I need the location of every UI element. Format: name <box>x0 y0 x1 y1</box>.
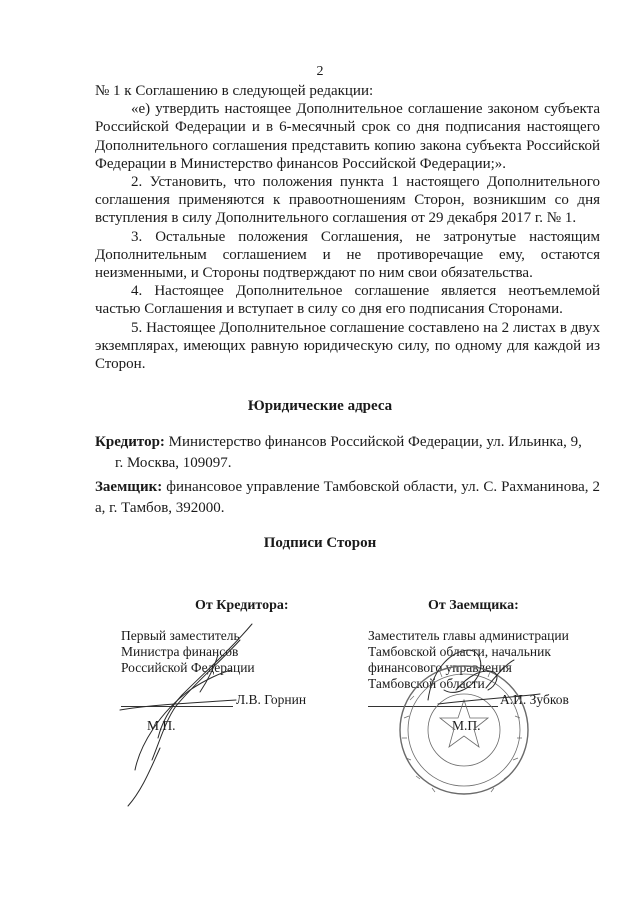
borrower-title-line1: Заместитель главы администрации <box>368 628 569 643</box>
creditor-title-line1: Первый заместитель <box>121 628 240 643</box>
borrower-label: Заемщик: <box>95 479 163 495</box>
paragraph-3: 3. Остальные положения Соглашения, не затронутые настоящим Дополнительным соглашением и не противоречащие ему, остаются неизменными, и Стороны подтверждают по ним свои обязательства. <box>95 228 600 282</box>
creditor-stamp-label: М.П. <box>147 718 176 733</box>
creditor-handwritten-signature <box>120 624 252 806</box>
signatures-heading: Подписи Сторон <box>263 535 377 551</box>
borrower-title-line4: Тамбовской области <box>368 676 485 691</box>
paragraph-4: 4. Настоящее Дополнительное соглашение является неотъемлемой частью Соглашения и вступает в силу со дня его подписания Сторонами. <box>95 283 600 318</box>
creditor-signer-name: Л.В. Горнин <box>236 692 307 707</box>
paragraph-e: «е) утвердить настоящее Дополнительное соглашение законом субъекта Российской Федерации и в 6-месячный срок со дня подписания настоящего Дополнительного соглашения представить копию закона субъекта Российской Федерации в Министерство финансов Российской Федерации;». <box>95 101 600 172</box>
borrower-signer-name: А.И. Зубков <box>500 692 569 707</box>
paragraph-2: 2. Установить, что положения пункта 1 настоящего Дополнительного соглашения применяются к правоотношениям Сторон, возникшим со дня вступления в силу Дополнительного соглашения от 29 декабря 2017 г. № 1. <box>95 174 600 227</box>
borrower-title-line2: Тамбовской области, начальник <box>368 644 551 659</box>
creditor-label: Кредитор: <box>95 434 165 450</box>
paragraph-intro: № 1 к Соглашению в следующей редакции: <box>95 83 374 99</box>
borrower-address-text: финансовое управление Тамбовской области, ул. С. Рахманинова, 2 а, г. Тамбов, 392000. <box>95 479 600 516</box>
borrower-title-line3: финансового управления <box>368 660 512 675</box>
borrower-official-seal <box>400 666 528 794</box>
borrower-stamp-label: М.П. <box>452 718 481 733</box>
paragraph-5: 5. Настоящее Дополнительное соглашение составлено на 2 листах в двух экземплярах, имеющих равную юридическую силу, по одному для каждой из Сторон. <box>95 319 600 373</box>
creditor-address-line2: г. Москва, 109097. <box>115 455 232 471</box>
creditor-title-line3: Российской Федерации <box>121 660 255 675</box>
page-number: 2 <box>316 64 324 79</box>
borrower-signature-header: От Заемщика: <box>428 598 519 613</box>
legal-addresses-heading: Юридические адреса <box>247 398 393 414</box>
creditor-address-line1: Министерство финансов Российской Федерации, ул. Ильинка, 9, <box>164 434 582 450</box>
creditor-title-line2: Министра финансов <box>121 644 239 659</box>
creditor-signature-header: От Кредитора: <box>195 598 289 613</box>
